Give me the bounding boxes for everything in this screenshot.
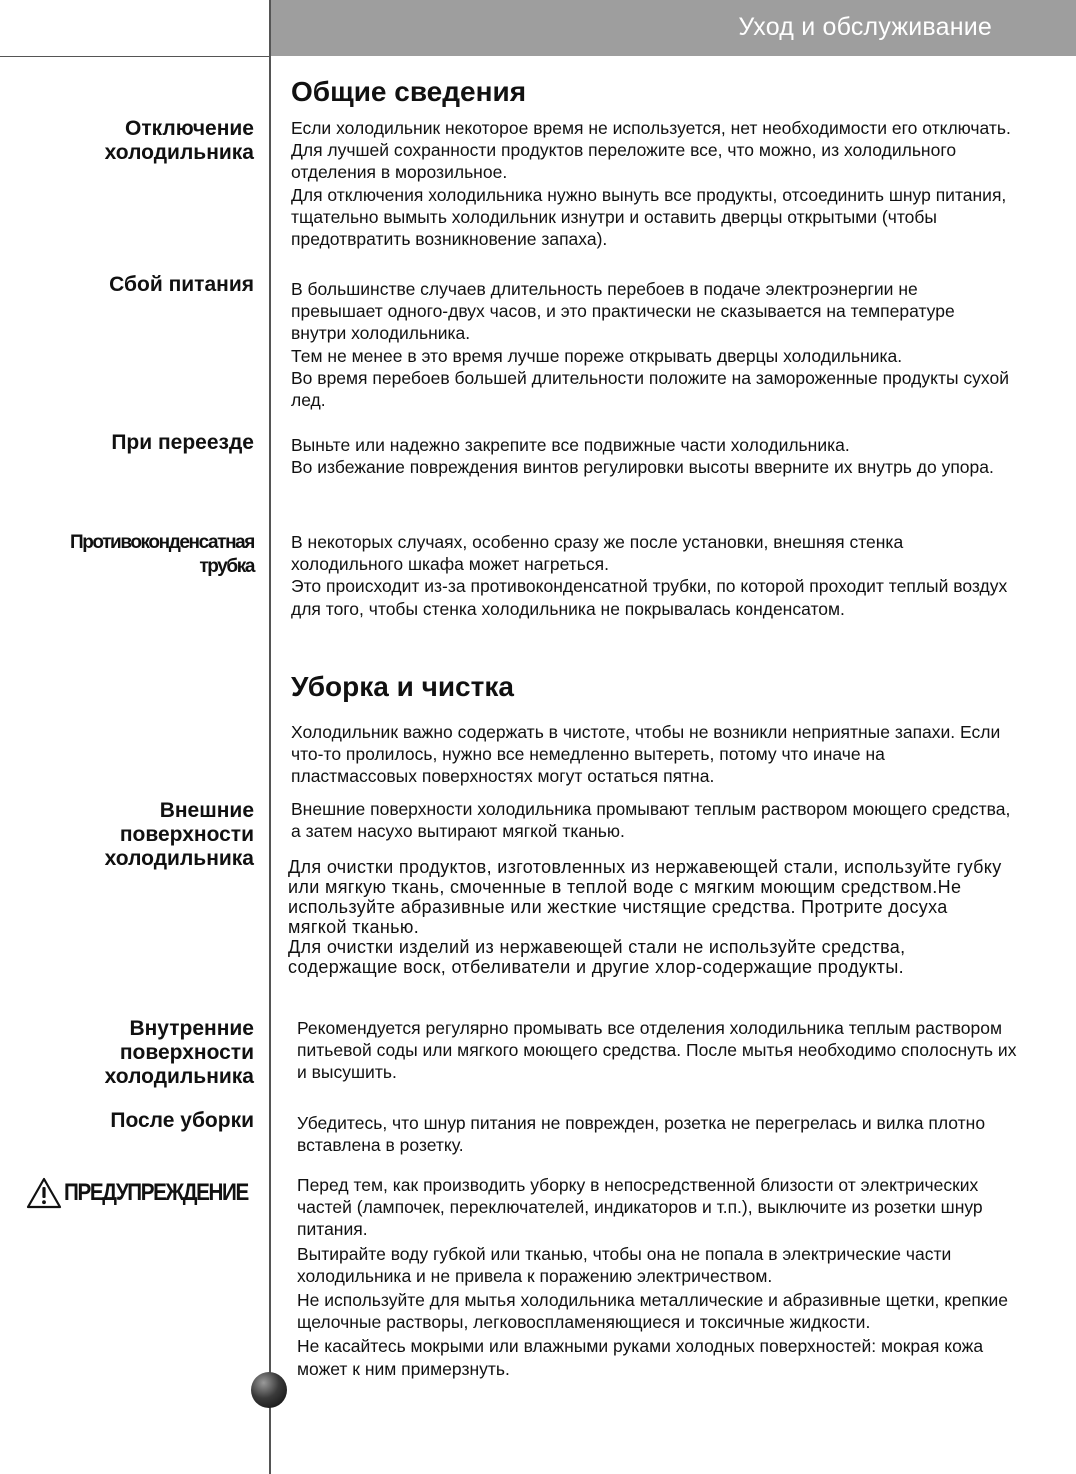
section-title-general: Общие сведения — [291, 76, 527, 107]
text-cleaning-intro — [291, 721, 1011, 788]
paragraph: Для отключения холодильника нужно вынуть все продукты, отсоединить шнур питания, тщательно вымыть холодильник изнутри и оставить дверцы открытыми (чтобы предотвратить возникновение запаха). — [291, 184, 1007, 250]
top-rule — [0, 56, 271, 57]
text-exterior — [291, 798, 1011, 842]
paragraph: Перед тем, как производить уборку в непосредственной близости от электрических частей (лампочек, переключателей, индикаторов и т.п.), выключите из розетки шнур питания. — [297, 1175, 983, 1240]
paragraph: Вытирайте воду губкой или тканью, чтобы она не попала в электрические части холодильника и не привела к поражению электричеством. — [297, 1243, 952, 1286]
paragraph: Для очистки продуктов, изготовленных из нержавеющей стали, используйте губку или мягкую ткань, смоченные в теплой воде с мягким моющим средством.Не используйте абразивные или жесткие чистящие средства. Протрите досуха мягкой тканью. — [288, 857, 1002, 937]
label-line: После уборки — [110, 1109, 254, 1132]
paragraph: Не касайтесь мокрыми или влажными руками холодных поверхностей: мокрая кожа может к ним примерзнуть. — [297, 1336, 984, 1379]
text-interior — [297, 1017, 1017, 1084]
paragraph: В большинстве случаев длительность перебоев в подаче электроэнергии не превышает одного-двух часов, и это практически не сказывается на температуре внутри холодильника. — [291, 279, 955, 344]
text-warning — [297, 1174, 1017, 1380]
vertical-divider — [269, 0, 271, 1474]
text-power-failure — [291, 278, 1011, 411]
warning-text: ПРЕДУПРЕЖДЕНИЕ — [64, 1179, 248, 1206]
label-line: поверхности — [119, 823, 254, 846]
label-shutdown — [105, 117, 254, 165]
paragraph: Холодильник важно содержать в чистоте, чтобы не возникли неприятные запахи. Если что-то пролилось, нужно все немедленно вытереть, потому что иначе на пластмассовых поверхностях могут остаться пятна. — [291, 722, 1001, 787]
label-after-cleaning — [110, 1109, 254, 1133]
header-title: Уход и обслуживание — [738, 13, 992, 41]
paragraph: Не используйте для мытья холодильника металлические и абразивные щетки, крепкие щелочные растворы, легковоспламеняющиеся и токсичные жидкости. — [297, 1290, 1009, 1333]
text-moving — [291, 434, 1011, 478]
label-moving — [111, 431, 254, 455]
label-line: холодильника — [104, 1065, 254, 1088]
paragraph: Во избежание повреждения винтов регулировки высоты вверните их внутрь до упора. — [291, 457, 994, 478]
paragraph: Для очистки изделий из нержавеющей стали не используйте средства, содержащие воск, отбеливатели и другие хлор-содержащие продукты. — [288, 937, 906, 977]
warning-triangle-icon — [26, 1177, 62, 1209]
label-line: поверхности — [119, 1041, 254, 1064]
label-interior — [105, 1017, 254, 1089]
label-power-failure — [109, 273, 254, 297]
text-anticondensation — [291, 531, 1011, 620]
paragraph: Тем не менее в это время лучше пореже открывать дверцы холодильника. — [291, 345, 903, 366]
label-line: Противоконденсатная — [69, 532, 254, 553]
label-line: Внутренние — [129, 1017, 254, 1040]
text-shutdown — [291, 117, 1011, 250]
paragraph: Рекомендуется регулярно промывать все отделения холодильника теплым раствором питьевой соды или мягкого моющего средства. После мытья необходимо сполоснуть их и высушить. — [297, 1018, 1017, 1083]
label-line: Отключение — [124, 117, 254, 140]
paragraph: Выньте или надежно закрепите все подвижные части холодильника. — [291, 435, 850, 455]
label-line: трубка — [199, 556, 254, 577]
label-line: Сбой питания — [109, 273, 254, 296]
label-line: холодильника — [104, 141, 254, 164]
label-line: холодильника — [104, 847, 254, 870]
warning-label — [26, 1177, 278, 1209]
header-bar — [271, 0, 1076, 56]
paragraph: Во время перебоев большей длительности положите на замороженные продукты сухой лед. — [291, 367, 1009, 411]
paragraph: Внешние поверхности холодильника промывают теплым раствором моющего средства, а затем насухо вытирают мягкой тканью. — [291, 799, 1011, 842]
paragraph: Если холодильник некоторое время не используется, нет необходимости его отключать. Для лучшей сохранности продуктов переложите все, что можно, из холодильного отделения в морозильное. — [291, 118, 1011, 183]
paragraph: Убедитесь, что шнур питания не поврежден, розетка не перегрелась и вилка плотно вставлена в розетку. — [297, 1113, 986, 1156]
text-after-cleaning — [297, 1112, 1017, 1156]
section-title-cleaning: Уборка и чистка — [291, 671, 514, 702]
label-anticondensation — [70, 531, 254, 579]
text-stainless — [288, 857, 1008, 977]
page-marker-ball — [251, 1372, 287, 1408]
paragraph: В некоторых случаях, особенно сразу же после установки, внешняя стенка холодильного шкафа может нагреться. — [291, 532, 904, 575]
paragraph: Это происходит из-за противоконденсатной трубки, по которой проходит теплый воздух для того, чтобы стенка холодильника не покрывалась конденсатом. — [291, 576, 1008, 619]
label-line: При переезде — [111, 431, 254, 454]
label-exterior — [105, 799, 254, 871]
label-line: Внешние — [159, 799, 254, 822]
